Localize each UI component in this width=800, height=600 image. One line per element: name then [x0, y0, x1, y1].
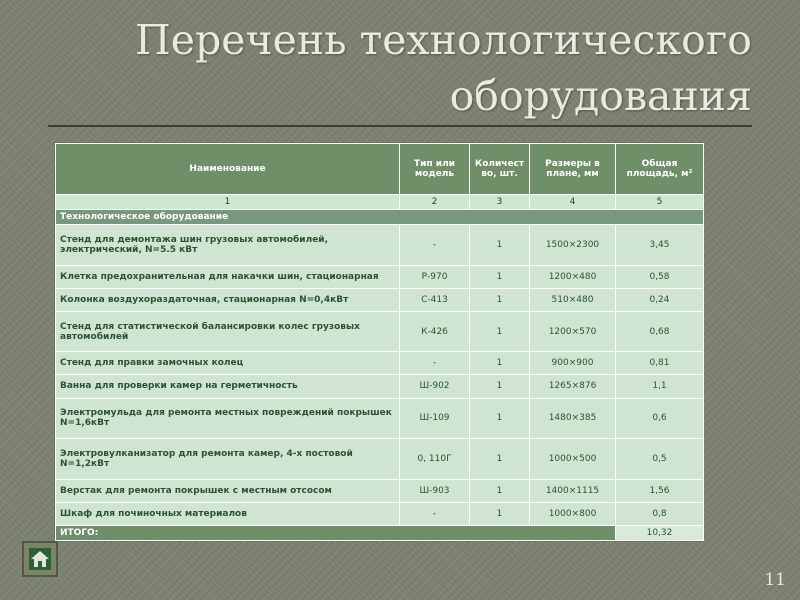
equipment-name-cell: Стенд для правки замочных колец [56, 352, 400, 375]
table-cell: 3,45 [616, 225, 704, 266]
table-cell: 0,68 [616, 311, 704, 352]
header-cell: Количество, шт. [470, 144, 530, 195]
table-cell: 1 [470, 288, 530, 311]
table-cell: 1 [470, 375, 530, 398]
table-row [56, 288, 704, 311]
equipment-name-cell: Стенд для статистической балансировки колес грузовых автомобилей [56, 311, 400, 352]
equipment-table-container [54, 142, 704, 542]
equipment-name-cell: Колонка воздухораздаточная, стационарная N=0,4кВт [56, 288, 400, 311]
table-row [56, 502, 704, 525]
column-number: 2 [400, 195, 470, 210]
header-row [56, 144, 704, 195]
table-cell: 1500×2300 [530, 225, 616, 266]
home-icon [29, 548, 51, 570]
table-cell: К-426 [400, 311, 470, 352]
table-cell: 1 [470, 398, 530, 439]
table-cell: 1,1 [616, 375, 704, 398]
table-cell: 1 [470, 352, 530, 375]
table-cell: 900×900 [530, 352, 616, 375]
column-number: 3 [470, 195, 530, 210]
total-value: 10,32 [616, 526, 704, 541]
table-cell: 1400×1115 [530, 479, 616, 502]
table-cell: - [400, 352, 470, 375]
table-cell: 1 [470, 311, 530, 352]
table-row [56, 352, 704, 375]
section-row [56, 210, 704, 225]
table-cell: 0,6 [616, 398, 704, 439]
table-cell: 1480×385 [530, 398, 616, 439]
total-label: ИТОГО: [56, 526, 616, 541]
table-cell: 1265×876 [530, 375, 616, 398]
header-cell: Общая площадь, м² [616, 144, 704, 195]
table-cell: 1 [470, 502, 530, 525]
table-row [56, 439, 704, 480]
table-cell: 0,8 [616, 502, 704, 525]
equipment-table [55, 143, 704, 541]
table-cell: 0,24 [616, 288, 704, 311]
table-cell: Р-970 [400, 265, 470, 288]
equipment-name-cell: Клетка предохранительная для накачки шин, стационарная [56, 265, 400, 288]
table-cell: Ш-903 [400, 479, 470, 502]
table-cell: С-413 [400, 288, 470, 311]
table-row [56, 265, 704, 288]
table-cell: 1 [470, 265, 530, 288]
table-cell: - [400, 502, 470, 525]
table-cell: 1200×570 [530, 311, 616, 352]
home-button[interactable] [22, 541, 58, 577]
table-cell: 0,5 [616, 439, 704, 480]
table-cell: 1000×800 [530, 502, 616, 525]
title-divider [48, 125, 752, 127]
table-cell: 1 [470, 225, 530, 266]
equipment-name-cell: Верстак для ремонта покрышек с местным отсосом [56, 479, 400, 502]
page-number: 11 [764, 570, 786, 590]
table-row [56, 375, 704, 398]
table-cell: 0,81 [616, 352, 704, 375]
column-number: 1 [56, 195, 400, 210]
equipment-name-cell: Стенд для демонтажа шин грузовых автомобилей, электрический, N=5.5 кВт [56, 225, 400, 266]
equipment-name-cell: Электровулканизатор для ремонта камер, 4-х постовой N=1,2кВт [56, 439, 400, 480]
equipment-name-cell: Ванна для проверки камер на герметичность [56, 375, 400, 398]
table-cell: 1 [470, 439, 530, 480]
table-cell: Ш-902 [400, 375, 470, 398]
table-cell: 1000×500 [530, 439, 616, 480]
column-number-row [56, 195, 704, 210]
section-label: Технологическое оборудование [56, 210, 704, 225]
table-row [56, 479, 704, 502]
table-cell: 1200×480 [530, 265, 616, 288]
table-cell: - [400, 225, 470, 266]
title-line-2: оборудования [449, 72, 752, 120]
total-row [56, 526, 704, 541]
table-cell: 1,56 [616, 479, 704, 502]
table-row [56, 311, 704, 352]
table-cell: 0,58 [616, 265, 704, 288]
slide-title [52, 12, 752, 124]
table-row [56, 225, 704, 266]
table-row [56, 398, 704, 439]
table-cell: Ш-109 [400, 398, 470, 439]
title-line-1: Перечень технологического [134, 16, 752, 64]
header-cell: Размеры в плане, мм [530, 144, 616, 195]
equipment-name-cell: Шкаф для починочных материалов [56, 502, 400, 525]
table-cell: 1 [470, 479, 530, 502]
header-cell: Наименование [56, 144, 400, 195]
column-number: 5 [616, 195, 704, 210]
column-number: 4 [530, 195, 616, 210]
table-cell: 510×480 [530, 288, 616, 311]
table-cell: 0, 110Г [400, 439, 470, 480]
equipment-name-cell: Электромульда для ремонта местных повреждений покрышек N=1,6кВт [56, 398, 400, 439]
header-cell: Тип или модель [400, 144, 470, 195]
